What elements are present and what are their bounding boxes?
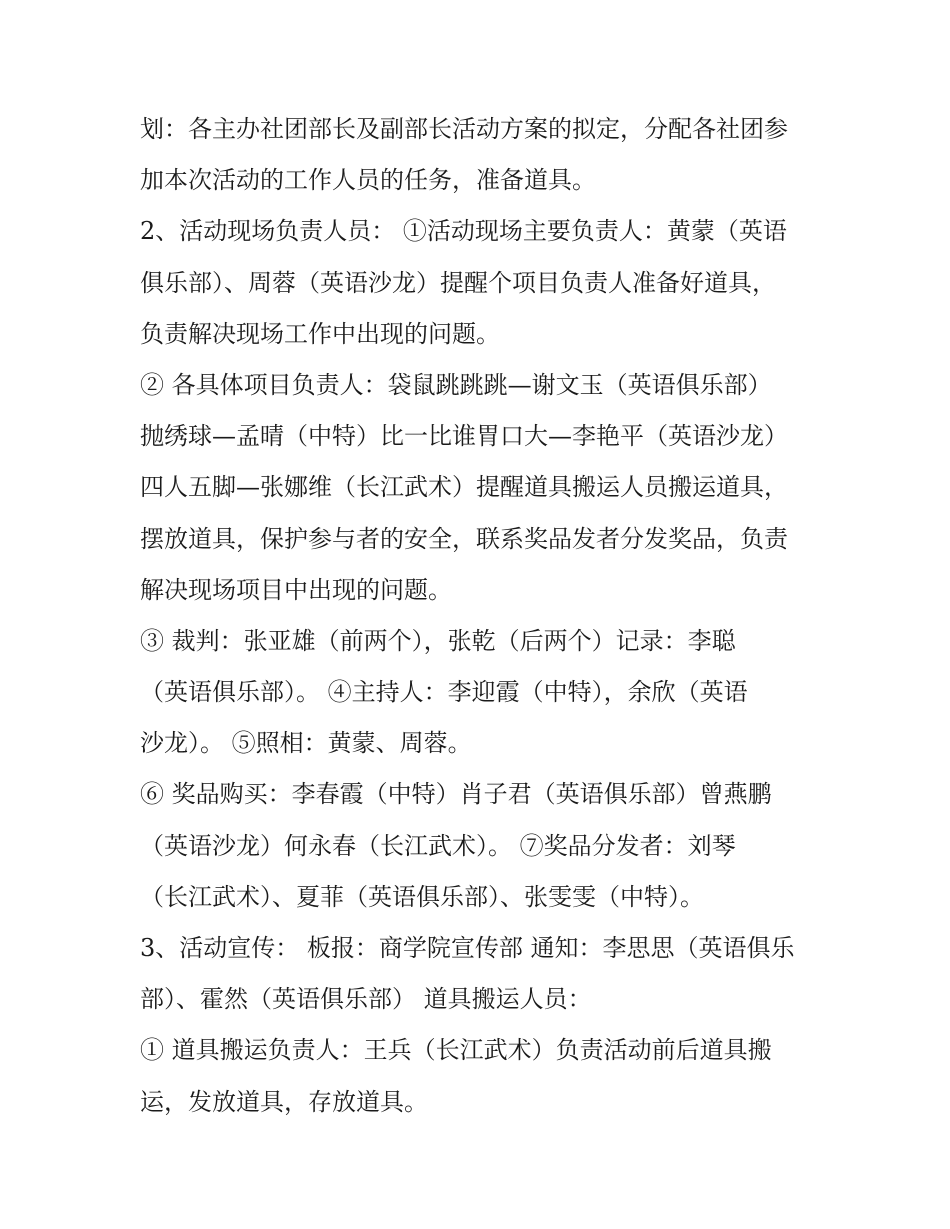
text-line: 3、活动宣传： 板报：商学院宣传部 通知：李思思（英语俱乐 <box>140 934 795 962</box>
text-line: 解决现场项目中出现的问题。 <box>140 575 452 604</box>
text-line: 四人五脚—张娜维（长江武术）提醒道具搬运人员搬运道具， <box>140 473 788 502</box>
text-line: 负责解决现场工作中出现的问题。 <box>140 319 500 348</box>
text-line: 部）、霍然（英语俱乐部） 道具搬运人员： <box>140 985 592 1014</box>
text-line: （英语沙龙）何永春（长江武术）。 ⑦奖品分发者：刘琴 <box>140 831 736 860</box>
text-line: 俱乐部）、周蓉（英语沙龙）提醒个项目负责人准备好道具， <box>140 268 776 297</box>
text-line: ③ 裁判：张亚雄（前两个），张乾（后两个）记录：李聪 <box>140 626 736 655</box>
document-body <box>140 104 830 1128</box>
text-line: 2、活动现场负责人员： ①活动现场主要负责人：黄蒙（英语 <box>140 217 787 246</box>
text-line: ⑥ 奖品购买：李春霞（中特）肖子君（英语俱乐部）曾燕鹏 <box>140 780 772 809</box>
text-line: 沙龙）。 ⑤照相：黄蒙、周蓉。 <box>140 729 472 758</box>
text-line: ② 各具体项目负责人：袋鼠跳跳跳—谢文玉（英语俱乐部） <box>140 370 772 399</box>
text-line: 加本次活动的工作人员的任务，准备道具。 <box>140 166 596 195</box>
text-line: 抛绣球—孟晴（中特）比一比谁胃口大—李艳平（英语沙龙） <box>140 422 788 451</box>
text-line: ① 道具搬运负责人：王兵（长江武术）负责活动前后道具搬 <box>140 1036 772 1065</box>
text-line: 摆放道具，保护参与者的安全，联系奖品发者分发奖品，负责 <box>140 524 788 553</box>
text-line: 运，发放道具，存放道具。 <box>140 1087 428 1116</box>
text-line: （英语俱乐部）。 ④主持人：李迎霞（中特），余欣（英语 <box>140 678 748 707</box>
text-line: 划：各主办社团部长及副部长活动方案的拟定，分配各社团参 <box>140 115 788 143</box>
text-line: （长江武术）、夏菲（英语俱乐部）、张雯雯（中特）。 <box>140 882 704 911</box>
